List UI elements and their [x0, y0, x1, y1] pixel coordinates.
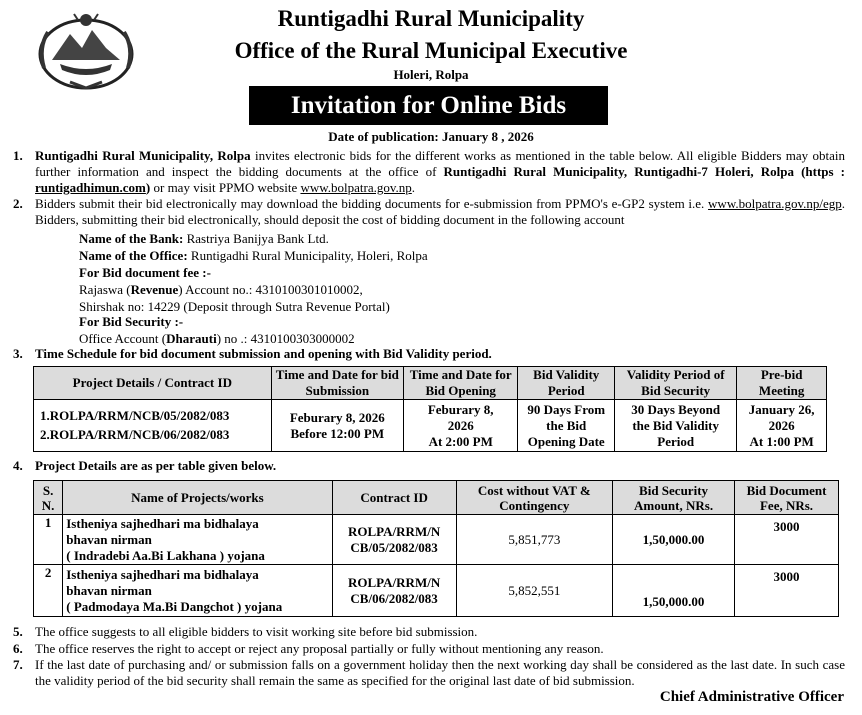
col-project-name: Name of Projects/works	[63, 481, 332, 515]
item-number: 6.	[13, 641, 23, 656]
security-account: Office Account (Dharauti) no .: 4310100303000002	[79, 331, 355, 346]
revenue-account: Rajaswa (Revenue) Account no.: 4310100301010002,	[79, 282, 363, 297]
contract-ids-cell: 1.ROLPA/RRM/NCB/05/2082/083 2.ROLPA/RRM/NCB/06/2082/083	[34, 400, 272, 452]
office-location: Holeri, Rolpa	[393, 67, 469, 82]
egp-link[interactable]: www.bolpatra.gov.np/egp	[708, 196, 842, 211]
fee-heading: For Bid document fee :-	[79, 265, 211, 280]
cost-cell: 5,852,551	[456, 565, 612, 617]
col-cost: Cost without VAT & Contingency	[456, 481, 612, 515]
table-row: 1 Istheniya sajhedhari ma bidhalaya bhavan nirman ( Indradebi Aa.Bi Lakhana ) yojana ROLPA/RRM/N CB/05/2082/083 5,851,773 1,50,000.00 3000	[34, 515, 839, 565]
shirshak-number: Shirshak no: 14229 (Deposit through Sutra Revenue Portal)	[79, 299, 390, 314]
signature: Chief Administrative Officer	[659, 689, 844, 705]
col-validity: Bid Validity Period	[518, 367, 615, 400]
item-6-text: The office reserves the right to accept or reject any proposal partially or fully without mentioning any reason.	[35, 641, 604, 656]
item-2-paragraph: Bidders submit their bid electronically may download the bidding documents for e-submission from PPMO's e-GP2 system i.e. www.bolpatra.gov.np/egp. Bidders, submitting their bid electronically, should deposit the cost of bidding document in the following account	[35, 196, 845, 227]
col-security-validity: Validity Period of Bid Security	[615, 367, 737, 400]
table-row: 2 Istheniya sajhedhari ma bidhalaya bhavan nirman ( Padmodaya Ma.Bi Dangchot ) yojana ROLPA/RRM/N CB/06/2082/083 5,852,551 1,50,000.00 3000	[34, 565, 839, 617]
item-number: 1.	[13, 148, 23, 163]
project-name-cell: Istheniya sajhedhari ma bidhalaya bhavan nirman ( Indradebi Aa.Bi Lakhana ) yojana	[63, 515, 332, 565]
validity-cell: 90 Days From the Bid Opening Date	[518, 400, 615, 452]
contract-id-cell: ROLPA/RRM/N CB/06/2082/083	[332, 565, 456, 617]
col-project-details: Project Details / Contract ID	[34, 367, 272, 400]
col-contract-id: Contract ID	[332, 481, 456, 515]
col-sn: S. N.	[34, 481, 63, 515]
item-number: 4.	[13, 458, 23, 473]
fee-cell: 3000	[735, 515, 839, 565]
security-cell: 1,50,000.00	[613, 565, 735, 617]
ppmo-website-link[interactable]: www.bolpatra.gov.np	[300, 180, 412, 195]
security-cell: 1,50,000.00	[613, 515, 735, 565]
municipality-website-link[interactable]: runtigadhimun.com	[35, 180, 146, 195]
security-validity-cell: 30 Days Beyond the Bid Validity Period	[615, 400, 737, 452]
col-bid-security: Bid Security Amount, NRs.	[613, 481, 735, 515]
item-number: 3.	[13, 346, 23, 361]
project-table	[33, 480, 839, 617]
col-submission: Time and Date for bid Submission	[271, 367, 403, 400]
publication-date: Date of publication: January 8 , 2026	[328, 129, 534, 144]
schedule-heading: Time Schedule for bid document submission and opening with Bid Validity period.	[35, 346, 492, 361]
item-number: 2.	[13, 196, 23, 211]
item-number: 5.	[13, 624, 23, 639]
office-name: Name of the Office: Runtigadhi Rural Municipality, Holeri, Rolpa	[79, 248, 428, 263]
project-heading: Project Details are as per table given below.	[35, 458, 277, 473]
bank-name: Name of the Bank: Rastriya Banijya Bank Ltd.	[79, 231, 329, 246]
prebid-cell: January 26, 2026 At 1:00 PM	[737, 400, 827, 452]
opening-cell: Feburary 8, 2026 At 2:00 PM	[403, 400, 517, 452]
schedule-table	[33, 366, 827, 452]
item-7-text: If the last date of purchasing and/ or submission falls on a government holiday then the next working day shall be considered as the last date. In such case the validity period of the bid security shall remain the same as specified for the original last date of bid submission.	[35, 657, 845, 688]
item-5-text: The office suggests to all eligible bidders to visit working site before bid submission.	[35, 624, 478, 639]
office-title: Office of the Rural Municipal Executive	[234, 38, 628, 63]
col-prebid: Pre-bid Meeting	[737, 367, 827, 400]
cost-cell: 5,851,773	[456, 515, 612, 565]
col-doc-fee: Bid Document Fee, NRs.	[735, 481, 839, 515]
fee-cell: 3000	[735, 565, 839, 617]
item-number: 7.	[13, 657, 23, 672]
project-name-cell: Istheniya sajhedhari ma bidhalaya bhavan nirman ( Padmodaya Ma.Bi Dangchot ) yojana	[63, 565, 332, 617]
contract-id-cell: ROLPA/RRM/N CB/05/2082/083	[332, 515, 456, 565]
security-heading: For Bid Security :-	[79, 314, 184, 329]
bidder-org: Runtigadhi Rural Municipality, Rolpa	[35, 148, 251, 163]
notice-banner: Invitation for Online Bids	[249, 86, 608, 125]
item-1-paragraph: Runtigadhi Rural Municipality, Rolpa invites electronic bids for the different works as mentioned in the table below. All eligible Bidders may obtain further information and inspect the bidding documents at the office of Runtigadhi Rural Municipality, Runtigadhi-7 Holeri, Rolpa (https : runtigadhimun.com) or may visit PPMO website www.bolpatra.gov.np.	[35, 148, 846, 195]
municipality-title: Runtigadhi Rural Municipality	[277, 6, 585, 31]
col-opening: Time and Date for Bid Opening	[403, 367, 517, 400]
submission-cell: Feburary 8, 2026 Before 12:00 PM	[271, 400, 403, 452]
